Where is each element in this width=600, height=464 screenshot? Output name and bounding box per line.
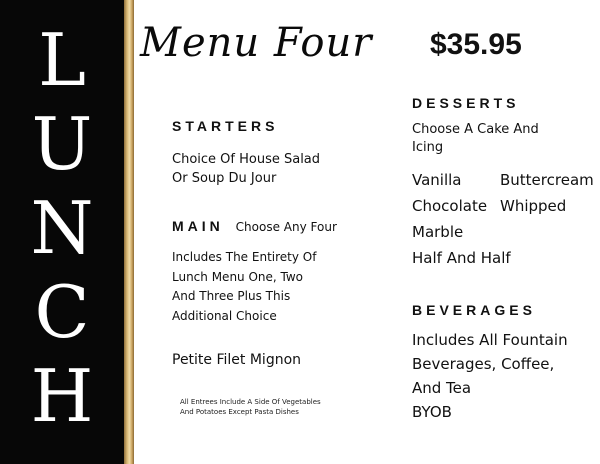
lunch-letter: C <box>34 270 90 354</box>
footnote-line: And Potatoes Except Pasta Dishes <box>180 408 299 416</box>
starters-line: Choice Of House Salad <box>172 152 321 167</box>
beverage-line: Beverages, Coffee, <box>412 355 555 373</box>
beverage-line: BYOB <box>412 403 452 421</box>
main-heading <box>172 218 337 234</box>
main-subheading: Choose Any Four <box>235 220 337 234</box>
desserts-heading: DESSERTS <box>412 95 520 111</box>
icing-option: Whipped <box>500 197 567 215</box>
main-line: Additional Choice <box>172 308 277 323</box>
starters-line: Or Soup Du Jour <box>172 171 277 186</box>
starters-description <box>172 150 320 188</box>
lunch-letter: U <box>31 102 93 186</box>
main-line: Lunch Menu One, Two <box>172 269 304 284</box>
desserts-line: Icing <box>412 140 444 155</box>
beverage-line: And Tea <box>412 379 472 397</box>
desserts-line: Choose A Cake And <box>412 122 539 137</box>
icing-option: Buttercream <box>500 171 594 189</box>
lunch-letter: H <box>30 354 94 438</box>
menu-title: Menu Four <box>140 20 373 66</box>
lunch-letter: L <box>38 18 86 102</box>
cake-option: Marble <box>412 223 464 241</box>
starters-heading: STARTERS <box>172 118 279 134</box>
main-description <box>172 248 316 326</box>
cake-option: Vanilla <box>412 171 462 189</box>
beverage-line: Includes All Fountain <box>412 331 568 349</box>
lunch-letter: N <box>30 186 94 270</box>
cake-option: Half And Half <box>412 249 511 267</box>
desserts-description <box>412 121 539 157</box>
feature-item: Petite Filet Mignon <box>172 352 302 368</box>
entree-footnote <box>180 397 321 417</box>
main-heading-label: MAIN <box>172 218 224 234</box>
vertical-lunch-title <box>0 18 124 438</box>
menu-price: $35.95 <box>430 28 522 61</box>
cake-option: Chocolate <box>412 197 488 215</box>
main-line: Includes The Entirety Of <box>172 250 317 264</box>
main-line: And Three Plus This <box>172 289 291 303</box>
beverages-heading: BEVERAGES <box>412 302 536 318</box>
beverages-list <box>412 328 568 424</box>
dessert-options <box>412 170 592 268</box>
footnote-line: All Entrees Include A Side Of Vegetables <box>180 398 321 406</box>
gold-stripe <box>124 0 134 464</box>
